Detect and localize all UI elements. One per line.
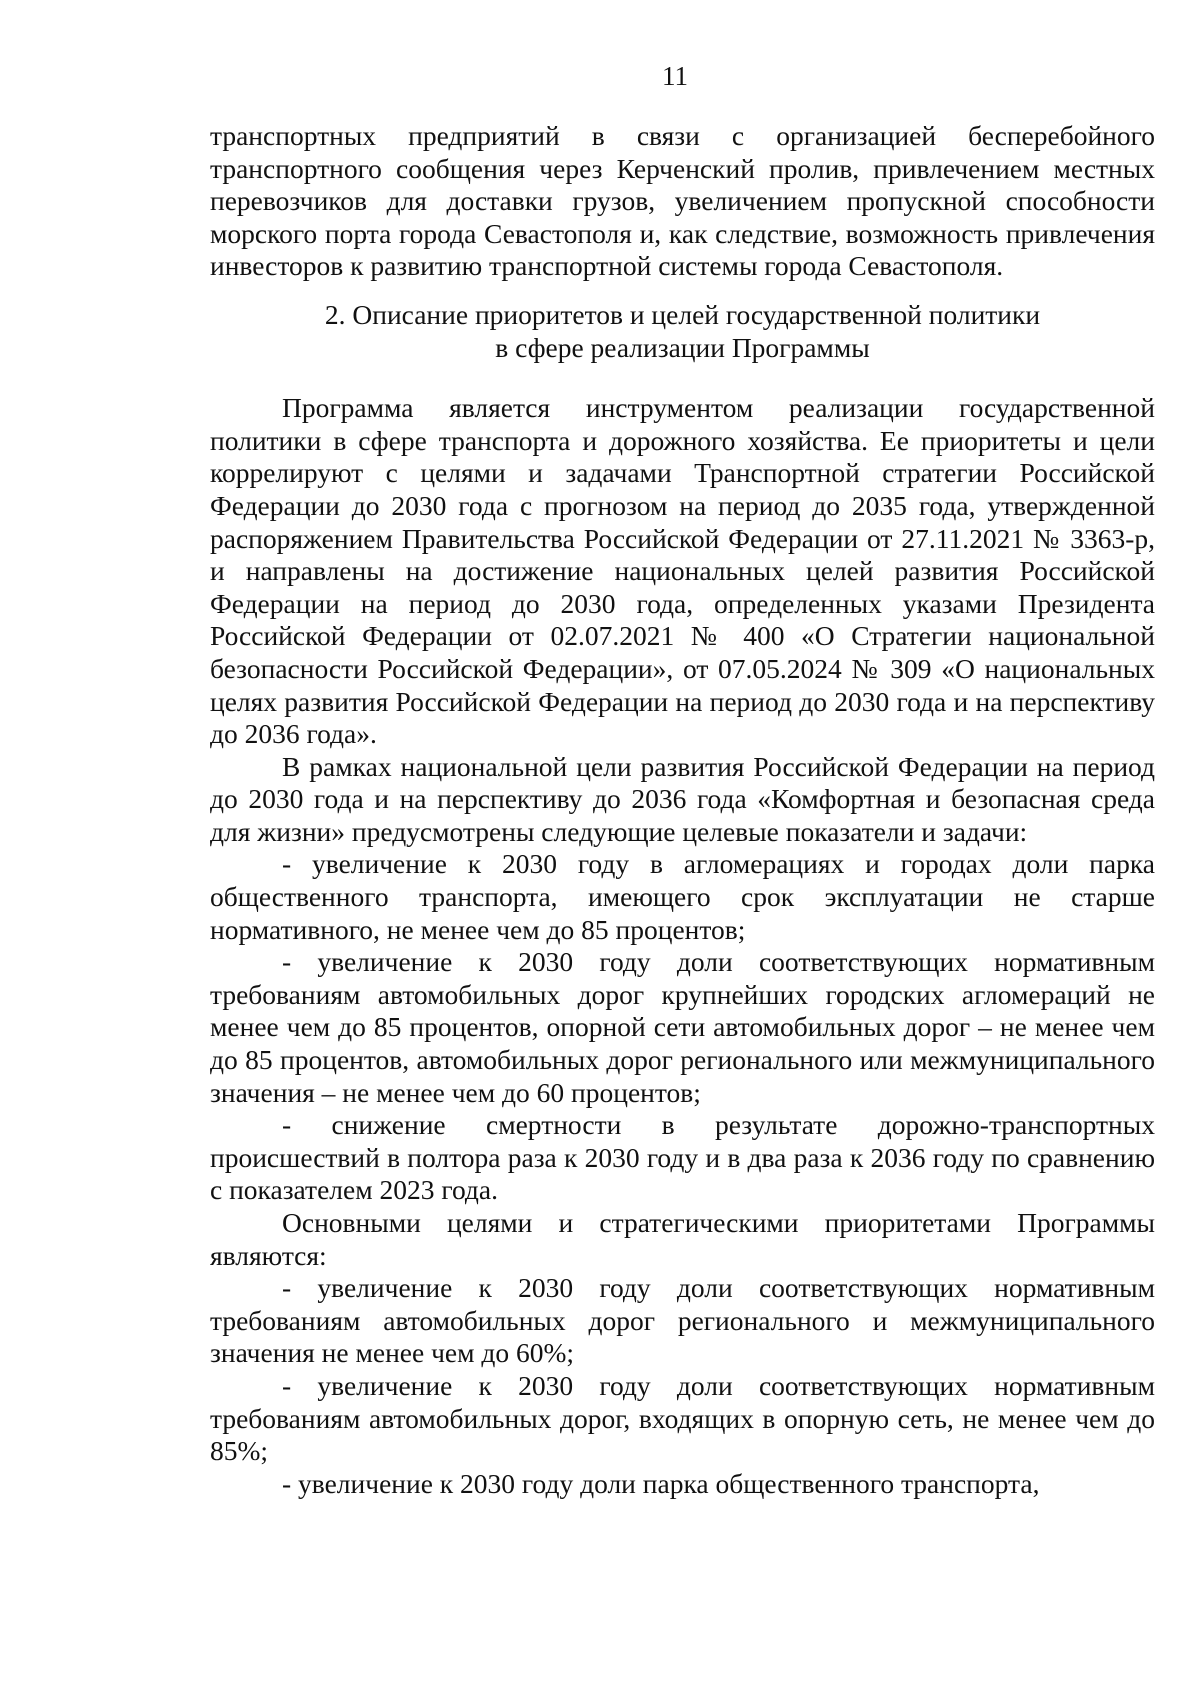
list-item: - увеличение к 2030 году доли парка общественного транспорта, (282, 1467, 1040, 1499)
list-item: - увеличение к 2030 году доли соответствующих нормативным требованиям автомобильных дорог, входящих в опорную сеть, не менее чем до 85%; (210, 1369, 1155, 1467)
section-heading (210, 299, 1155, 364)
document-body (210, 120, 1155, 1500)
page-number: 11 (662, 61, 688, 91)
list-item: - увеличение к 2030 году доли соответствующих нормативным требованиям автомобильных дорог крупнейших городских агломераций не менее чем до 85 процентов, опорной сети автомобильных дорог – не менее чем до 85 процентов, автомобильных дорог регионального или межмуниципального значения – не менее чем до 60 процентов; (210, 946, 1155, 1108)
list-item: - увеличение к 2030 году доли соответствующих нормативным требованиям автомобильных дорог регионального и межмуниципального значения не менее чем до 60%; (210, 1272, 1155, 1369)
list-item: - снижение смертности в результате дорожно-транспортных происшествий в полтора раза к 2030 году и в два раза к 2036 году по сравнению с показателем 2023 года. (210, 1109, 1155, 1206)
section-heading-line-2: в сфере реализации Программы (495, 331, 870, 363)
paragraph-main-goals: Основными целями и стратегическими приоритетами Программы являются: (210, 1207, 1155, 1271)
list-item: - увеличение к 2030 году в агломерациях и городах доли парка общественного транспорта, имеющего срок эксплуатации не старше нормативного, не менее чем до 85 процентов; (210, 848, 1155, 945)
paragraph-national-goal: В рамках национальной цели развития Российской Федерации на период до 2030 года и на перспективу до 2036 года «Комфортная и безопасная среда для жизни» предусмотрены следующие целевые показатели и задачи: (210, 750, 1155, 847)
section-heading-line-1: 2. Описание приоритетов и целей государственной политики (324, 298, 1041, 330)
paragraph-continuation: транспортных предприятий в связи с организацией бесперебойного транспортного сообщения через Керченский пролив, привлечением местных перевозчиков для доставки грузов, увеличением пропускной способности морского порта города Севастополя и, как следствие, возможность привлечения инвесторов к развитию транспортной системы города Севастополя. (210, 120, 1155, 282)
paragraph-program-description: Программа является инструментом реализации государственной политики в сфере транспорта и дорожного хозяйства. Ее приоритеты и цели коррелируют с целями и задачами Транспортной стратегии Российской Федерации до 2030 года с прогнозом на период до 2035 года, утвержденной распоряжением Правительства Российской Федерации от 27.11.2021 № 3363-р, и направлены на достижение национальных целей развития Российской Федерации на период до 2030 года, определенных указами Президента Российской Федерации от 02.07.2021 № 400 «О Стратегии национальной безопасности Российской Федерации», от 07.05.2024 № 309 «О национальных целях развития Российской Федерации на период до 2030 года и на перспективу до 2036 года». (210, 392, 1155, 750)
